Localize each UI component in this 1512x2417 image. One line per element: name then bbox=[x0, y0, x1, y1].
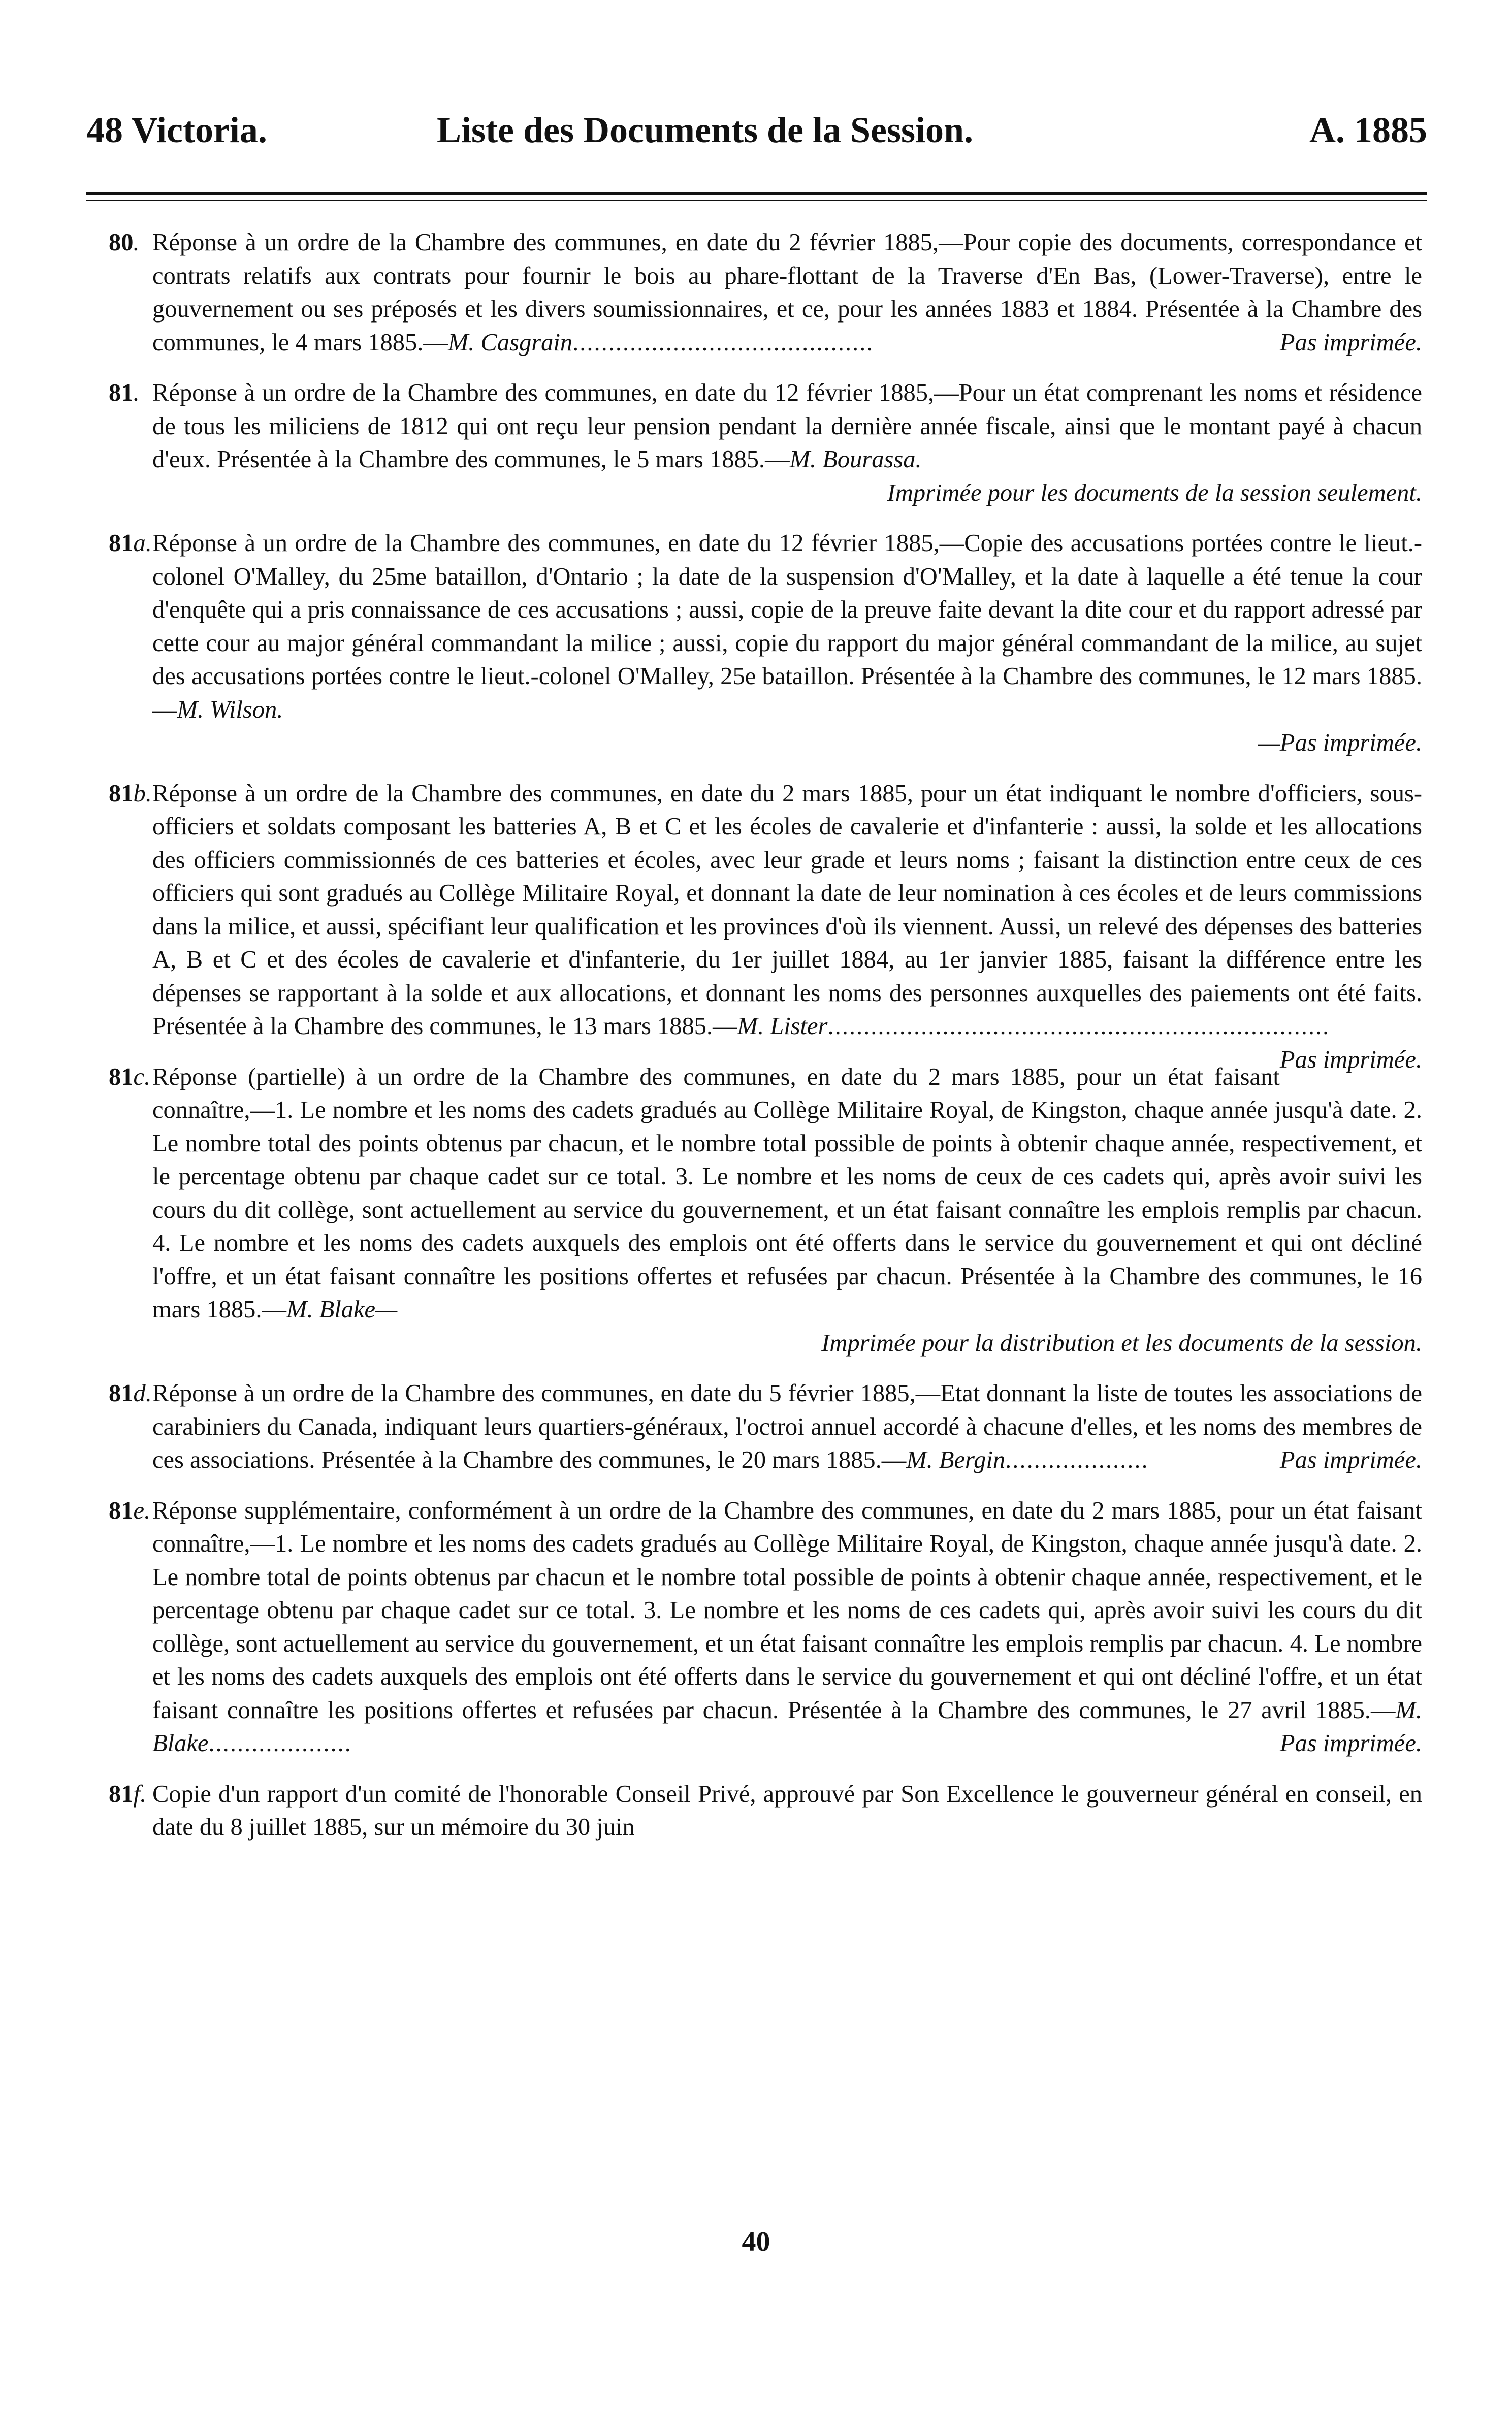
document-entry bbox=[109, 1377, 1422, 1477]
header-title: Liste des Documents de la Session. bbox=[437, 110, 974, 150]
header-rule-thin bbox=[86, 200, 1427, 201]
document-entry bbox=[109, 1494, 1422, 1760]
entry-text: Réponse à un ordre de la Chambre des communes, en date du 2 mars 1885, pour un état indiquant le nombre d'officiers, sous-officiers et soldats composant les batteries A, B et C et les écoles de cavalerie et d'infanterie : aussi, la solde et les allocations des officiers commissionnés de ces batteries et écoles, avec leur grade et leurs noms ; faisant la distinction entre ceux de ces officiers qui sont gradués au Collège Militaire Royal, et donnant la date de leur nomination à ces écoles et de leurs commissions dans la milice, et aussi, spécifiant leur qualification et les provinces d'où ils viennent. Aussi, un relevé des dépenses des batteries A, B et C et des écoles de cavalerie et d'infanterie, du 1er juillet 1884, au 1er janvier 1885, faisant la différence entre les dépenses se rapportant à la solde et aux allocations, et donnant les noms des personnes auxquelles des paiements ont été faits. Présentée à la Chambre des communes, le 13 mars 1885.—M. Lister...................................................................... Pas imprimée. bbox=[152, 777, 1422, 1043]
entry-member: M. Lister bbox=[737, 1013, 828, 1040]
entry-member: M. Casgrain bbox=[447, 329, 573, 356]
entry-status: Pas imprimée. bbox=[1279, 1046, 1422, 1073]
entry-number: 81f. bbox=[109, 1780, 147, 1808]
entry-member: M. Bergin bbox=[906, 1446, 1006, 1473]
entry-text: Réponse à un ordre de la Chambre des communes, en date du 12 février 1885,—Pour un état comprenant les noms et résidence de tous les miliciens de 1812 qui ont reçu leur pension pendant la dernière année fiscale, ainsi que le montant payé à chacun d'eux. Présentée à la Chambre des communes, le 5 mars 1885.—M. Bourassa. bbox=[152, 379, 1422, 473]
entry-number: 81d. bbox=[109, 1380, 152, 1407]
entry-status: —Pas imprimée. bbox=[1258, 729, 1422, 756]
entry-text: Réponse à un ordre de la Chambre des communes, en date du 5 février 1885,—Etat donnant la liste de toutes les associations de carabiniers du Canada, indiquant leurs quartiers-généraux, l'octroi annuel accordé à chacune d'elles, et les noms des membres de ces associations. Présentée à la Chambre des communes, le 20 mars 1885.—M. Bergin.................... Pas imprimée. bbox=[152, 1377, 1422, 1477]
entry-text: Copie d'un rapport d'un comité de l'honorable Conseil Privé, approuvé par Son Excellence le gouverneur général en conseil, en date du 8 juillet 1885, sur un mémoire du 30 juin bbox=[152, 1780, 1422, 1841]
dot-leader: .................... bbox=[208, 1730, 352, 1757]
entry-number: 81b. bbox=[109, 780, 152, 807]
entry-number: 81e. bbox=[109, 1497, 151, 1524]
document-entry bbox=[109, 527, 1422, 760]
document-entry bbox=[109, 1060, 1422, 1360]
page-number: 40 bbox=[742, 2226, 770, 2258]
entry-status: Pas imprimée. bbox=[1279, 329, 1422, 356]
entry-status: Pas imprimée. bbox=[1279, 1446, 1422, 1473]
dot-leader: ...................................................................... bbox=[827, 1013, 1330, 1040]
entry-member: M. Blake— bbox=[286, 1296, 398, 1323]
entry-number: 81c. bbox=[109, 1063, 151, 1090]
document-entry bbox=[109, 226, 1422, 359]
document-list bbox=[109, 226, 1422, 1861]
running-header bbox=[86, 109, 1427, 165]
entry-member: M. Blake bbox=[152, 1696, 1422, 1757]
entry-member: M. Bourassa. bbox=[789, 446, 922, 473]
document-entry bbox=[109, 376, 1422, 509]
entry-number: 81. bbox=[109, 379, 140, 406]
dot-leader: .................... bbox=[1005, 1446, 1149, 1473]
header-regnal-year: 48 Victoria. bbox=[86, 110, 267, 150]
entry-text: Réponse à un ordre de la Chambre des communes, en date du 12 février 1885,—Copie des accusations portées contre le lieut.-colonel O'Malley, du 25me bataillon, d'Ontario ; la date de la suspension d'O'Malley, et la date à laquelle a été tenue la cour d'enquête qui a pris connaissance de ces accusations ; aussi, copie de la preuve faite devant la dite cour et du rapport adressé par cette cour au major général commandant la milice ; aussi, copie du rapport du major général commandant de la milice, au sujet des accusations portées contre le lieut.-colonel O'Malley, 25e bataillon. Présentée à la Chambre des communes, le 12 mars 1885.—M. Wilson. bbox=[152, 530, 1422, 723]
header-rule-thick bbox=[86, 192, 1427, 195]
entry-text: Réponse (partielle) à un ordre de la Chambre des communes, en date du 2 mars 1885, pour un état faisant connaître,—1. Le nombre et les noms des cadets gradués au Collège Militaire Royal, de Kingston, chaque année jusqu'à date. 2. Le nombre total des points obtenus par chacun, et le nombre total possible de points à obtenir chaque année, respectivement, et le percentage obtenu par chaque cadet sur ce total. 3. Le nombre et les noms de ceux de ces cadets qui, après avoir suivi les cours du dit collège, sont actuellement au service du gouvernement, et un état faisant connaître les emplois remplis par chacun. 4. Le nombre et les noms des cadets auxquels des emplois ont été offerts dans le service du gouvernement et qui ont décliné l'offre, et un état faisant connaître les positions offertes et refusées par chacun. Présentée à la Chambre des communes, le 16 mars 1885.—M. Blake— bbox=[152, 1063, 1422, 1323]
dot-leader: .......................................... bbox=[572, 329, 874, 356]
entry-text: Réponse supplémentaire, conformément à un ordre de la Chambre des communes, en date du 2 mars 1885, pour un état faisant connaître,—1. Le nombre et les noms des cadets gradués au Collège Militaire Royal, de Kingston, chaque année jusqu'à date. 2. Le nombre total de points obtenus par chacun et le nombre total possible de points à obtenir chaque année, respectivement, et le percentage obtenu par chaque cadet sur ce total. 3. Le nombre et les noms de ces cadets qui, après avoir suivi les cours du dit collège, sont actuellement au service du gouvernement, et un état faisant connaître les emplois remplis par chacun. 4. Le nombre et les noms des cadets auxquels des emplois ont été offerts dans le service du gouvernement et qui ont décliné l'offre, et un état faisant connaître les positions offertes et refusées par chacun. Présentée à la Chambre des communes, le 27 avril 1885.—M. Blake.................... Pas imprimée. bbox=[152, 1494, 1422, 1760]
entry-number: 81a. bbox=[109, 530, 152, 557]
entry-status: Imprimée pour la distribution et les documents de la session. bbox=[821, 1329, 1422, 1357]
header-year: A. 1885 bbox=[1309, 110, 1427, 150]
entry-status: Imprimée pour les documents de la session seulement. bbox=[887, 479, 1422, 506]
document-entry bbox=[109, 777, 1422, 1073]
entry-member: M. Wilson. bbox=[177, 696, 283, 723]
entry-text: Réponse à un ordre de la Chambre des communes, en date du 2 février 1885,—Pour copie des documents, correspondance et contrats relatifs aux contrats pour fournir le bois au phare-flottant de la Traverse d'En Bas, (Lower-Traverse), entre le gouvernement ou ses préposés et les divers soumissionnaires, et ce, pour les années 1883 et 1884. Présentée à la Chambre des communes, le 4 mars 1885.—M. Casgrain.......................................... Pas imprimée. bbox=[152, 226, 1422, 359]
document-entry bbox=[109, 1778, 1422, 1844]
entry-number: 80. bbox=[109, 229, 140, 256]
entry-status: Pas imprimée. bbox=[1279, 1730, 1422, 1757]
